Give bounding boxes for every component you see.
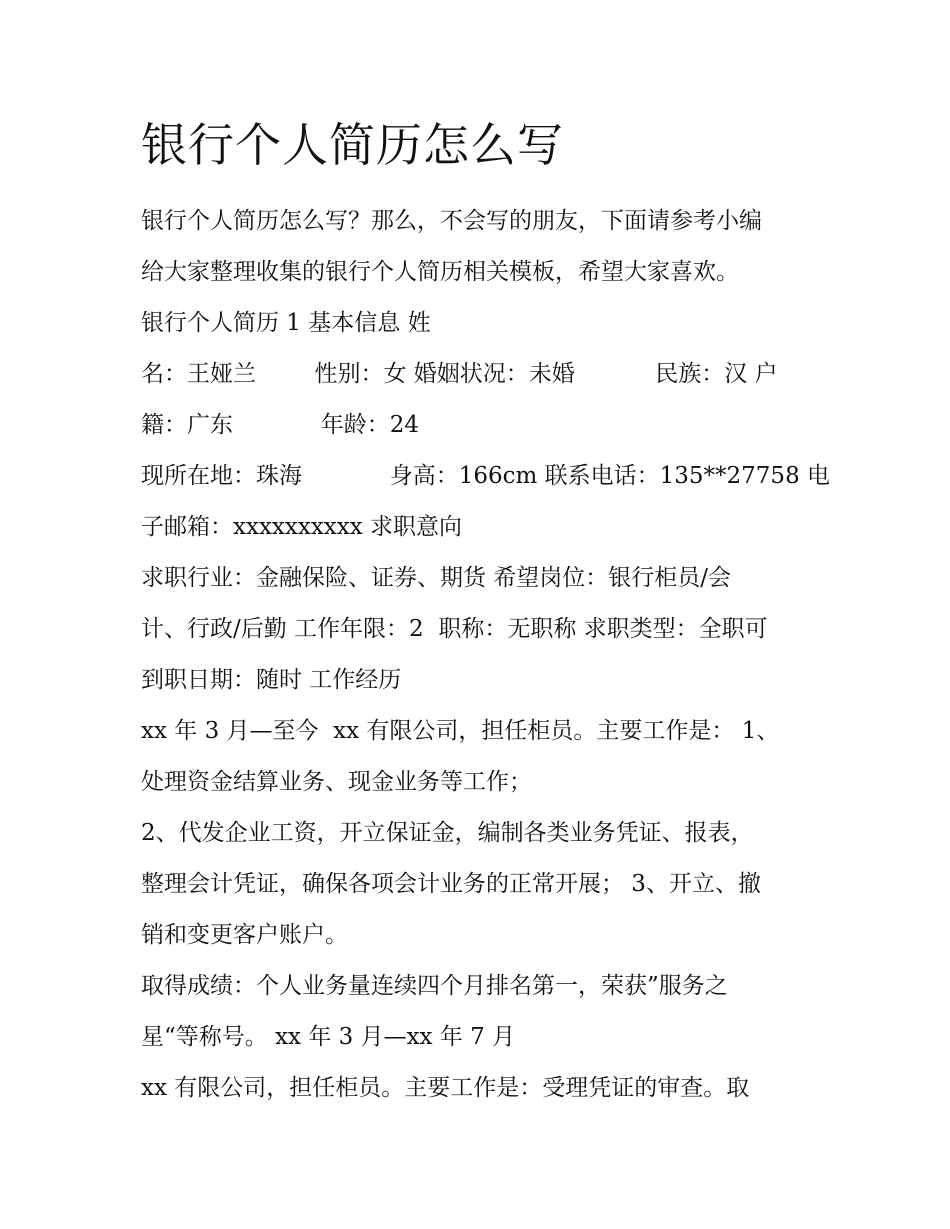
body-line: 整理会计凭证，确保各项会计业务的正常开展； 3、开立、撤 [141,871,761,897]
document-body [141,196,831,1114]
body-line: xx 年 3 月—至今 xx 有限公司，担任柜员。主要工作是： 1、 [141,718,780,744]
document-title: 银行个人简历怎么写 [141,118,564,172]
body-line: 现所在地：珠海 身高：166cm 联系电话：135**27758 电 [141,463,831,489]
body-line: 取得成绩：个人业务量连续四个月排名第一，荣获”服务之 [141,973,728,999]
body-line: 籍：广东 年龄：24 [141,412,419,438]
body-line: 销和变更客户账户。 [141,922,348,948]
body-line: 处理资金结算业务、现金业务等工作； [141,769,532,795]
body-line: xx 有限公司，担任柜员。主要工作是：受理凭证的审查。取 [141,1075,750,1101]
body-line: 到职日期：随时 工作经历 [141,667,402,693]
body-line: 名：王娅兰 性别：女 婚姻状况：未婚 民族：汉 户 [141,361,778,387]
body-line: 给大家整理收集的银行个人简历相关模板，希望大家喜欢。 [141,259,739,285]
body-line: 银行个人简历怎么写？那么，不会写的朋友，下面请参考小编 [141,208,762,234]
body-line: 子邮箱：xxxxxxxxxx 求职意向 [141,514,463,540]
body-line: 计、行政/后勤 工作年限：2 职称：无职称 求职类型：全职可 [141,616,768,642]
body-line: 求职行业：金融保险、证券、期货 希望岗位：银行柜员/会 [141,565,732,591]
body-line: 银行个人简历 1 基本信息 姓 [141,310,431,336]
body-line: 星“等称号。 xx 年 3 月—xx 年 7 月 [141,1024,516,1050]
body-line: 2、代发企业工资，开立保证金，编制各类业务凭证、报表， [141,820,754,846]
